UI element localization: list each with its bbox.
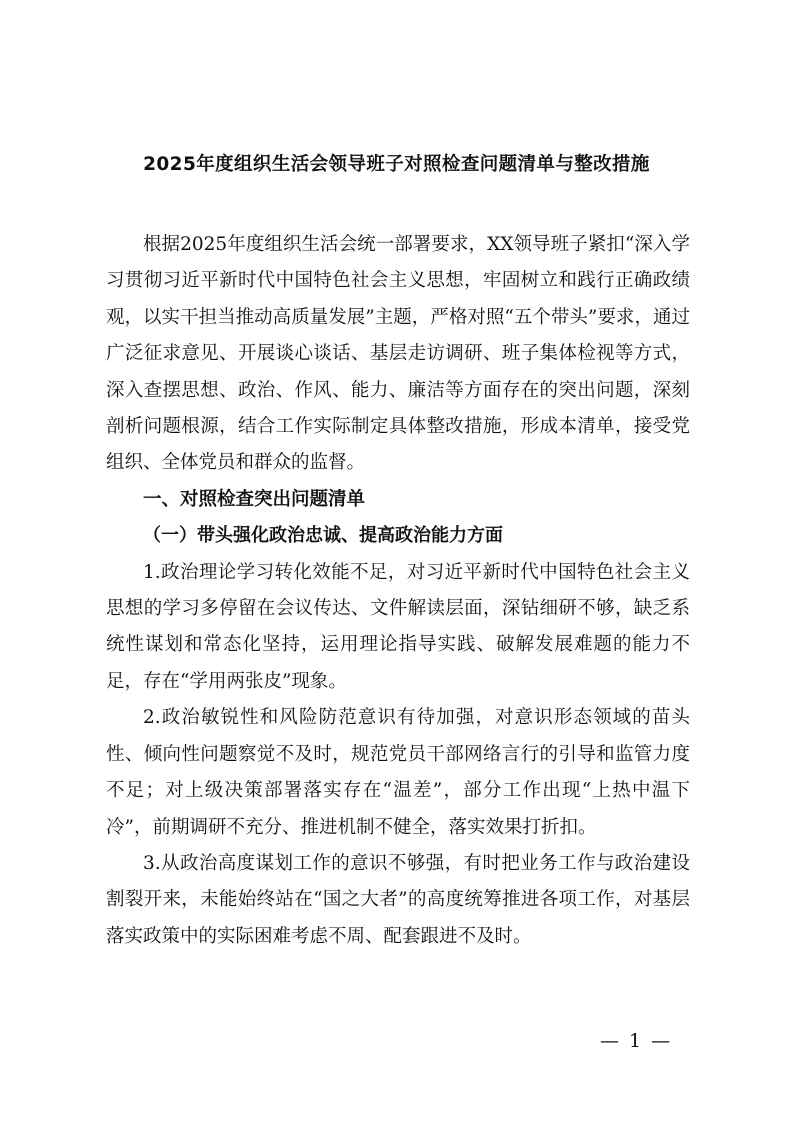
section-heading: 一、对照检查突出问题清单 bbox=[143, 488, 366, 510]
list-item: 2.政治敏锐性和风险防范意识有待加强，对意识形态领域的苗头性、倾向性问题察觉不及时，规范党员干部网络言行的引导和监管力度不足；对上级决策部署落实存在“温差”，部分工作出现“上热中温下冷”，前期调研不充分、推进机制不健全，落实效果打折扣。 bbox=[106, 707, 690, 838]
page-number: — 1 — bbox=[600, 1030, 673, 1052]
document-title: 2025年度组织生活会领导班子对照检查问题清单与整改措施 bbox=[143, 154, 650, 175]
list-item: 1.政治理论学习转化效能不足，对习近平新时代中国特色社会主义思想的学习多停留在会议传达、文件解读层面，深钻细研不够，缺乏系统性谋划和常态化坚持，运用理论指导实践、破解发展难题的能力不足，存在“学用两张皮”现象。 bbox=[106, 561, 690, 692]
document-body bbox=[106, 227, 690, 955]
intro-paragraph: 根据2025年度组织生活会统一部署要求，XX领导班子紧扣“深入学习贯彻习近平新时代中国特色社会主义思想，牢固树立和践行正确政绩观，以实干担当推动高质量发展”主题，严格对照“五个带头”要求，通过广泛征求意见、开展谈心谈话、基层走访调研、班子集体检视等方式，深入查摆思想、政治、作风、能力、廉洁等方面存在的突出问题，深刻剖析问题根源，结合工作实际制定具体整改措施，形成本清单，接受党组织、全体党员和群众的监督。 bbox=[106, 234, 690, 474]
subsection-heading: （一）带头强化政治忠诚、提高政治能力方面 bbox=[143, 525, 503, 547]
list-item: 3.从政治高度谋划工作的意识不够强，有时把业务工作与政治建设割裂开来，未能始终站在“国之大者”的高度统筹推进各项工作，对基层落实政策中的实际困难考虑不周、配套跟进不及时。 bbox=[106, 852, 690, 947]
